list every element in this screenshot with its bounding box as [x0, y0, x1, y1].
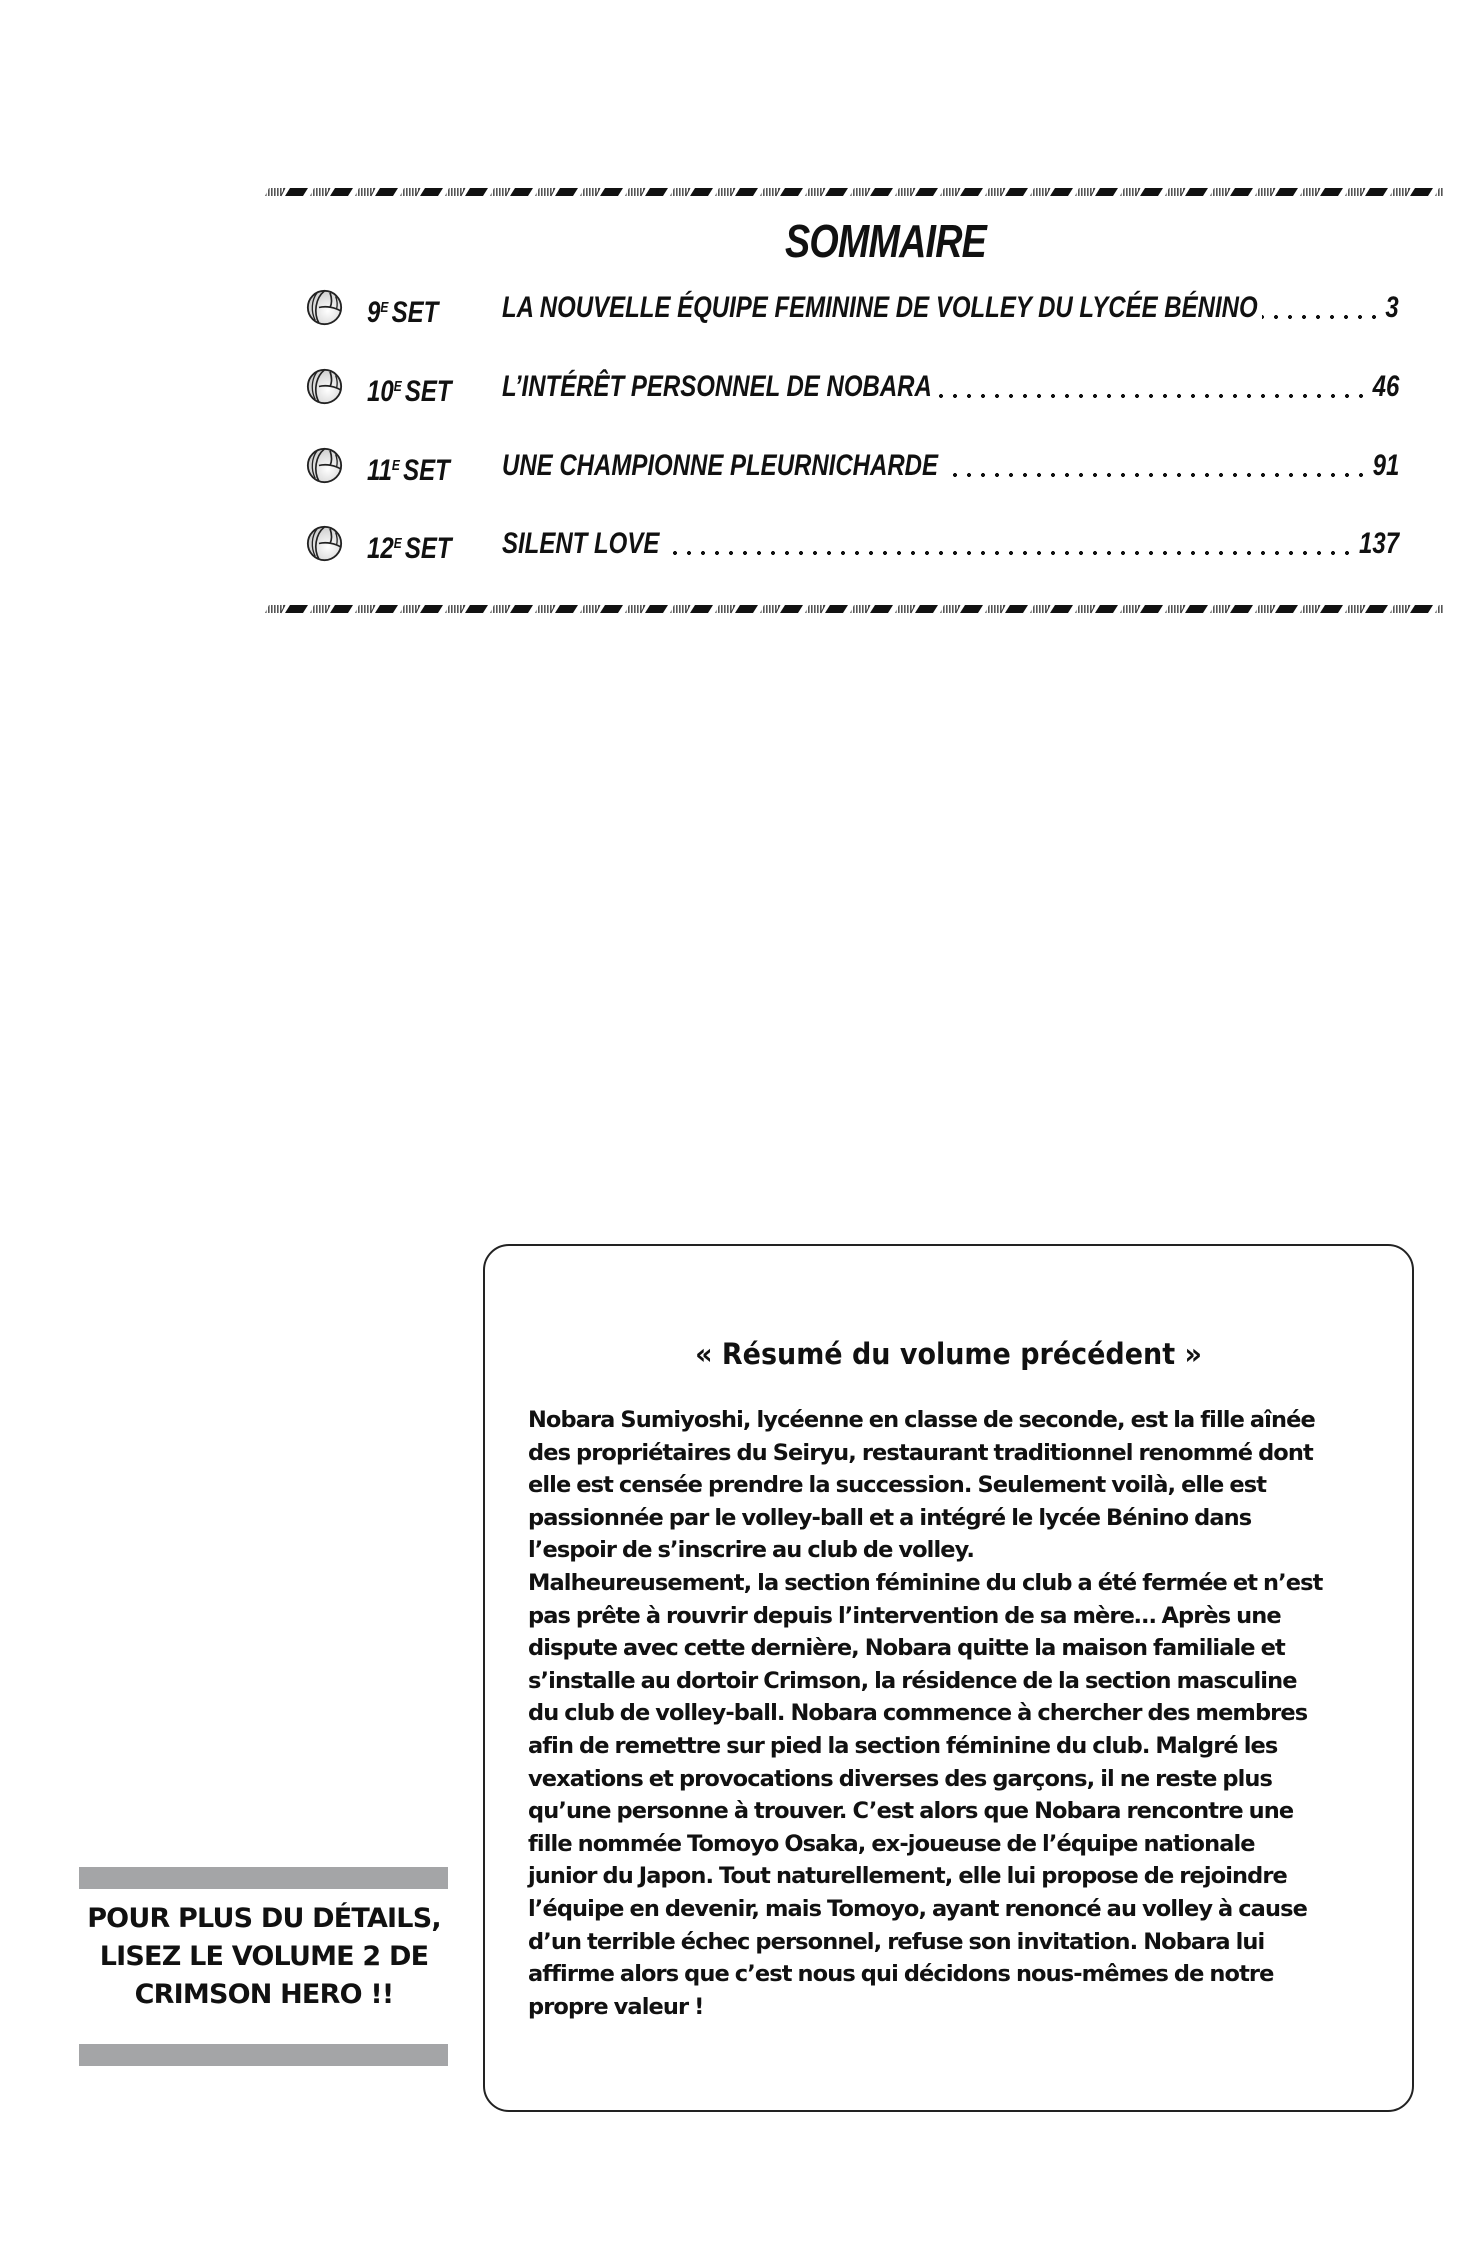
volleyball-icon — [306, 447, 343, 484]
toc-page-number: 91 — [1372, 449, 1399, 482]
decorative-border-top — [265, 187, 1443, 197]
toc-dot-leader — [664, 524, 1354, 564]
summary-line: l’espoir de s’inscrire au club de volley. — [528, 1537, 975, 1564]
summary-line: elle est censée prendre la succession. Seulement voilà, elle est — [528, 1472, 1267, 1499]
summary-line: l’équipe en devenir, mais Tomoyo, ayant renoncé au volley à cause — [528, 1895, 1307, 1922]
toc-dot-leader — [936, 367, 1368, 407]
toc-entry[interactable] — [300, 446, 1400, 486]
toc-dot-leader — [943, 446, 1368, 486]
callout-line: CRIMSON HERO !! — [134, 1979, 394, 2010]
toc-entry[interactable] — [300, 367, 1400, 407]
callout-line: POUR PLUS DU DÉTAILS, — [87, 1903, 441, 1934]
toc-set-label: $12^E$ SET — [367, 532, 452, 565]
summary-line: pas prête à rouvrir depuis l’intervention de sa mère… Après une — [528, 1602, 1281, 1629]
decorative-border-bottom — [265, 604, 1443, 614]
toc-entry[interactable] — [300, 288, 1400, 328]
summary-line: qu’une personne à trouver. C’est alors que Nobara rencontre une — [528, 1798, 1294, 1825]
summary-line: du club de volley-ball. Nobara commence à chercher des membres — [528, 1700, 1308, 1727]
summary-title: « Résumé du volume précédent » — [695, 1337, 1202, 1371]
toc-set-label: $11^E$ SET — [367, 454, 450, 487]
summary-line: passionnée par le volley-ball et a intégré le lycée Bénino dans — [528, 1504, 1252, 1531]
callout-bar-bottom — [79, 2044, 448, 2066]
callout-line: LISEZ LE VOLUME 2 DE — [99, 1941, 429, 1972]
summary-box — [483, 1244, 1414, 2112]
toc-chapter-title: L’INTÉRÊT PERSONNEL DE NOBARA — [502, 370, 932, 403]
volleyball-icon — [306, 289, 343, 326]
summary-line: junior du Japon. Tout naturellement, elle lui propose de rejoindre — [528, 1863, 1287, 1890]
volleyball-icon — [306, 525, 343, 562]
callout-text — [70, 1900, 458, 2014]
summary-line: fille nommée Tomoyo Osaka, ex-joueuse de l’équipe nationale — [528, 1830, 1255, 1857]
toc-chapter-title: LA NOUVELLE ÉQUIPE FEMININE DE VOLLEY DU LYCÉE BÉNINO — [502, 291, 1258, 324]
summary-line: s’installe au dortoir Crimson, la résidence de la section masculine — [528, 1667, 1297, 1694]
toc-entry[interactable] — [300, 524, 1400, 564]
summary-line: d’un terrible échec personnel, refuse son invitation. Nobara lui — [528, 1928, 1265, 1955]
toc-dot-leader — [1262, 288, 1381, 328]
summary-line: propre valeur ! — [528, 1993, 704, 2020]
summary-line: Nobara Sumiyoshi, lycéenne en classe de seconde, est la fille aînée — [528, 1407, 1315, 1433]
callout-bar-top — [79, 1867, 448, 1889]
summary-line: vexations et provocations diverses des garçons, il ne reste plus — [528, 1765, 1272, 1792]
summary-paragraph — [528, 1404, 1378, 2023]
summary-line: Malheureusement, la section féminine du club a été fermée et n’est — [528, 1569, 1323, 1596]
toc-title: SOMMAIRE — [784, 215, 986, 267]
toc-set-label: $10^E$ SET — [367, 375, 452, 408]
toc-page-number: 46 — [1372, 370, 1399, 403]
summary-line: afin de remettre sur pied la section féminine du club. Malgré les — [528, 1732, 1278, 1759]
summary-line: des propriétaires du Seiryu, restaurant traditionnel renommé dont — [528, 1439, 1313, 1466]
summary-line: affirme alors que c’est nous qui décidons nous-mêmes de notre — [528, 1961, 1274, 1988]
toc-page-number: 137 — [1358, 527, 1399, 560]
toc-chapter-title: SILENT LOVE — [502, 527, 660, 560]
toc-chapter-title: UNE CHAMPIONNE PLEURNICHARDE — [502, 449, 939, 482]
volleyball-icon — [306, 368, 343, 405]
summary-line: dispute avec cette dernière, Nobara quitte la maison familiale et — [528, 1635, 1285, 1662]
toc-set-label: $9^E$ SET — [367, 296, 439, 329]
toc-page-number: 3 — [1385, 291, 1399, 324]
